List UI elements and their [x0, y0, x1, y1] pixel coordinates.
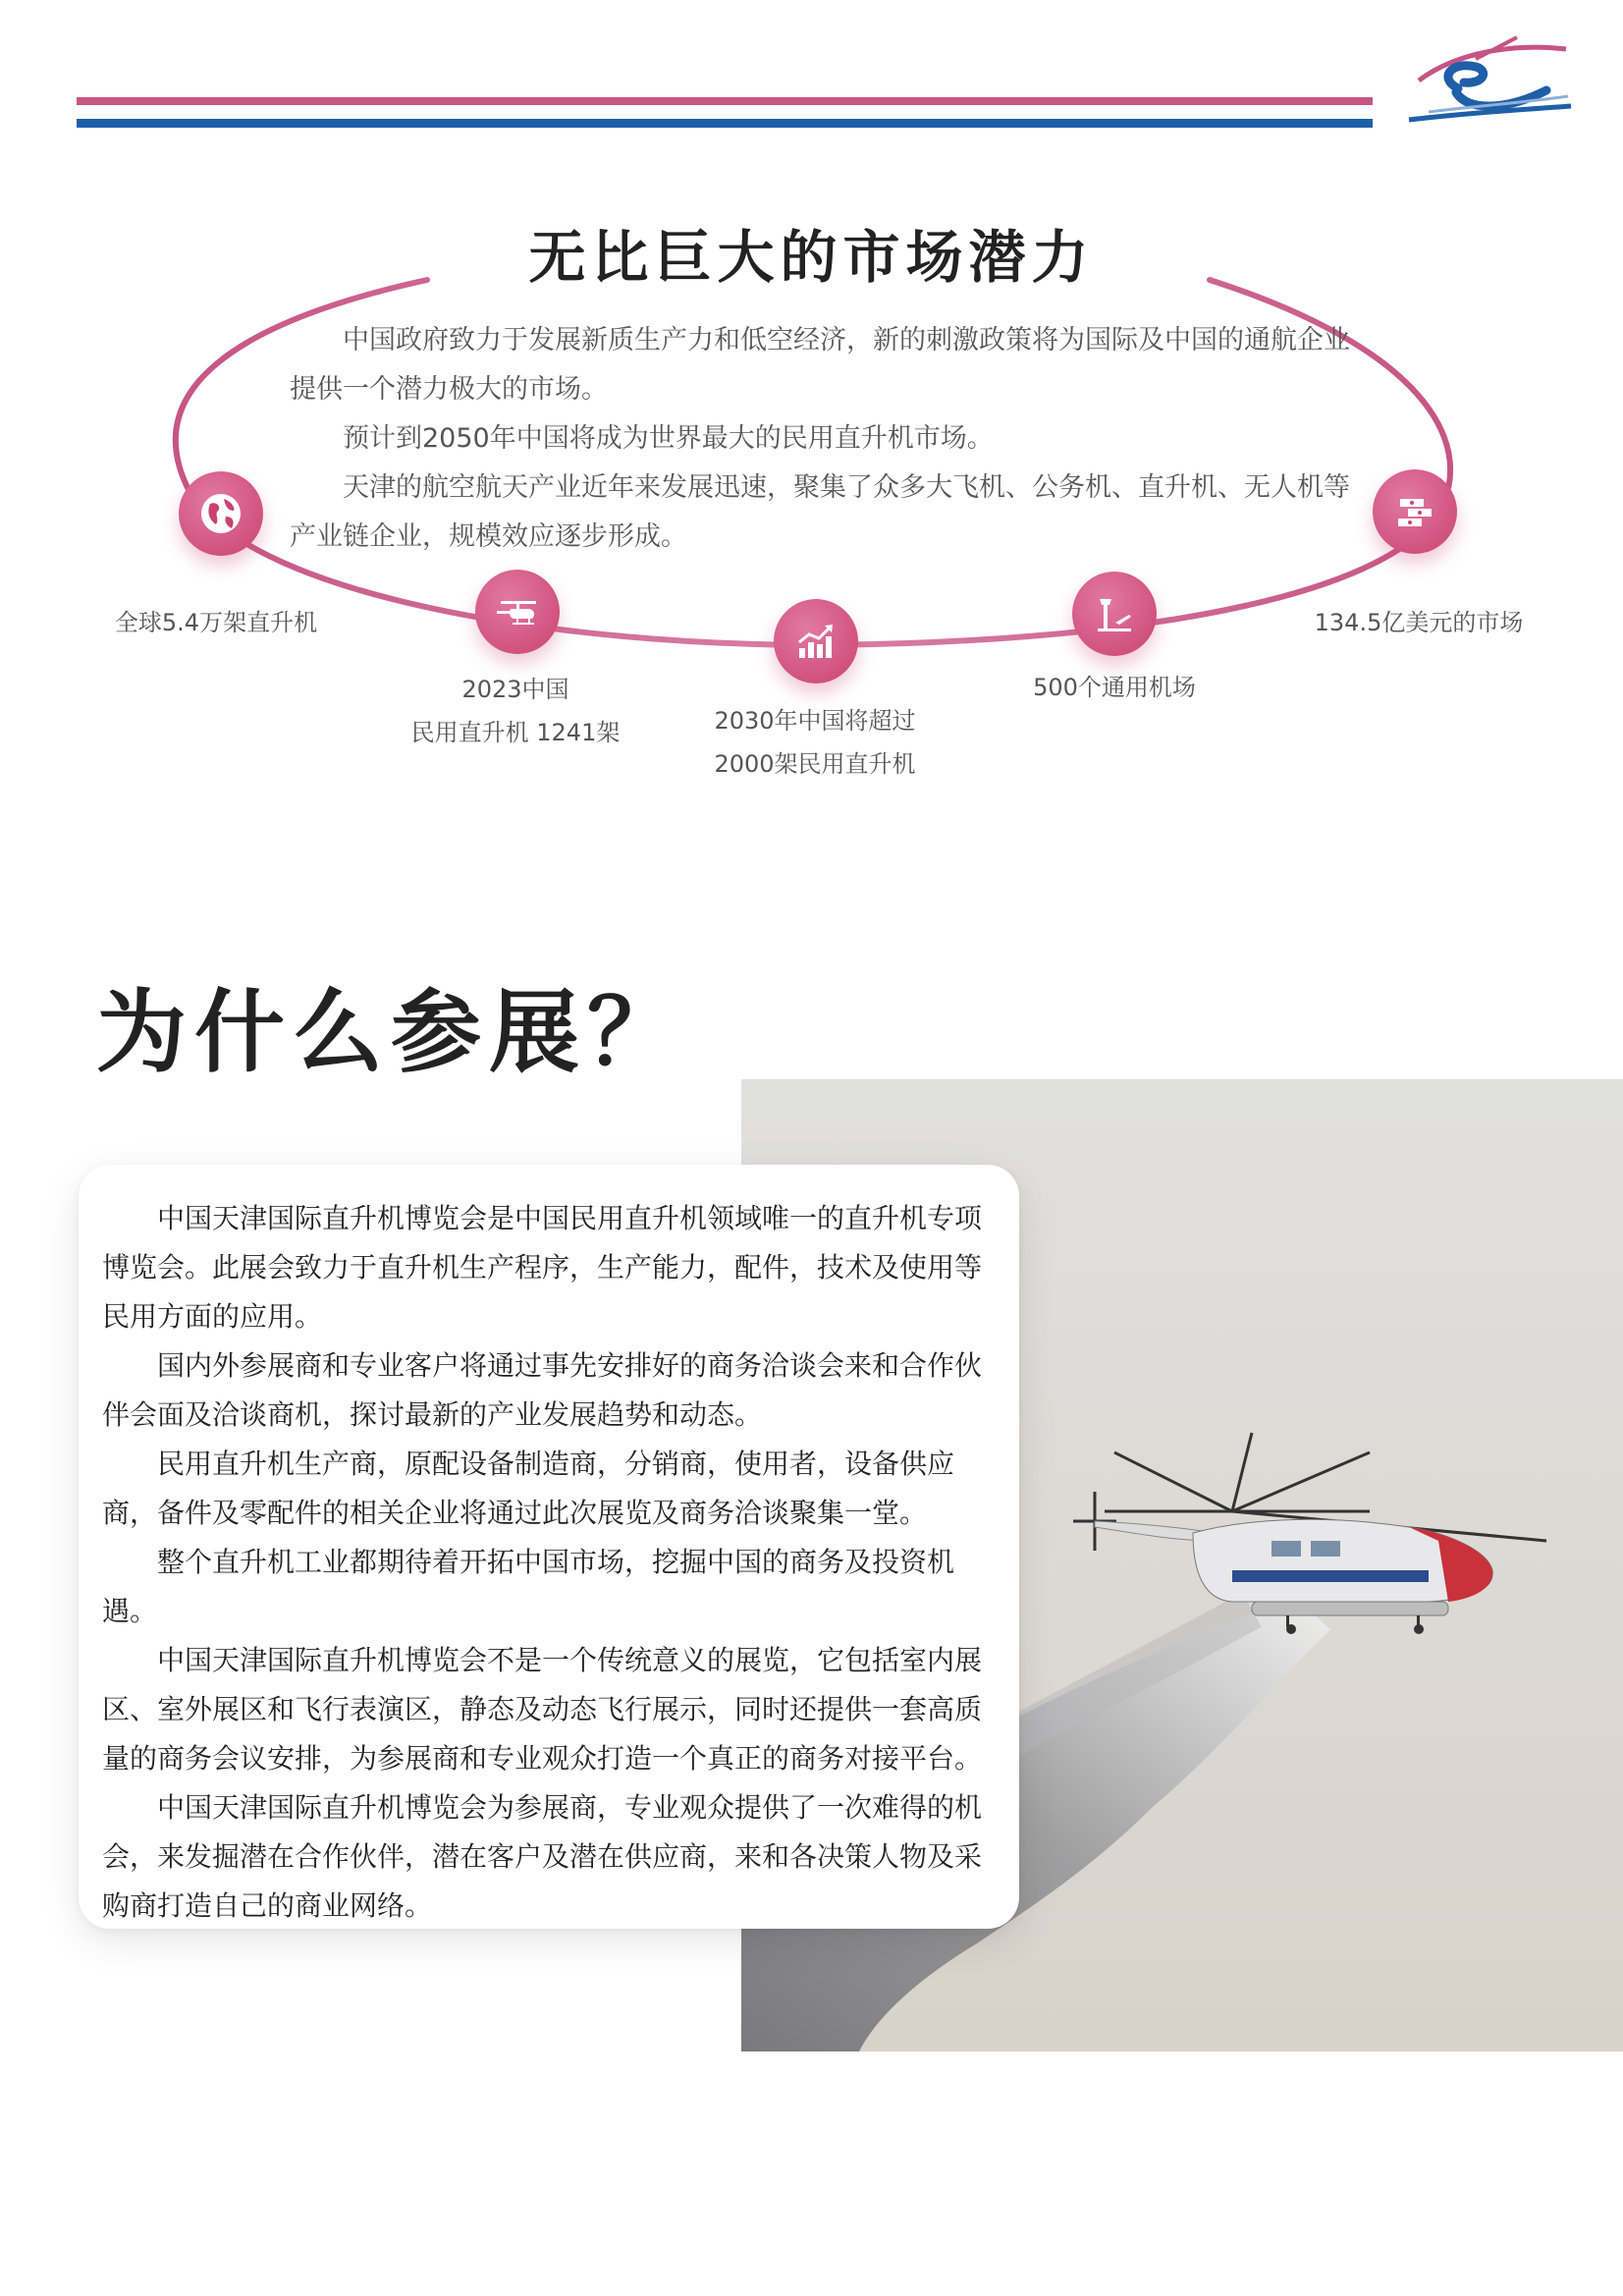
stat-line: 民用直升机 1241架 [410, 719, 621, 746]
growth-chart-icon [774, 599, 858, 683]
stat-line: 2023中国 [461, 676, 569, 703]
why-exhibit-text [102, 1194, 1005, 1931]
helicopter-icon [475, 570, 560, 654]
market-paragraph: 天津的航空航天产业近年来发展迅速，聚集了众多大飞机、公务机、直升机、无人机等产业链企业，规模效应逐步形成。 [290, 472, 1350, 552]
money-stack-icon [1373, 469, 1457, 554]
why-paragraph: 中国天津国际直升机博览会不是一个传统意义的展览，它包括室内展区、室外展区和飞行表演区，静态及动态飞行展示，同时还提供一套高质量的商务会议安排，为参展商和专业观众打造一个真正的商务对接平台。 [102, 1644, 983, 1775]
stat-line: 2030年中国将超过 [714, 707, 916, 735]
why-paragraph: 国内外参展商和专业客户将通过事先安排好的商务洽谈会来和合作伙伴会面及洽谈商机，探讨最新的产业发展趋势和动态。 [102, 1349, 983, 1431]
market-intro-text [290, 316, 1350, 562]
stat-general-airports: 500个通用机场 [1033, 674, 1196, 701]
why-paragraph: 整个直升机工业都期待着开拓中国市场，挖掘中国的商务及投资机遇。 [102, 1546, 955, 1627]
why-paragraph: 中国天津国际直升机博览会是中国民用直升机领域唯一的直升机专项博览会。此展会致力于直升机生产程序，生产能力，配件，技术及使用等民用方面的应用。 [102, 1202, 983, 1333]
why-paragraph: 民用直升机生产商，原配设备制造商，分销商，使用者，设备供应商，备件及零配件的相关企业将通过此次展览及商务洽谈聚集一堂。 [102, 1448, 955, 1529]
stat-china-2023 [353, 668, 677, 754]
stat-china-2030 [668, 699, 962, 786]
why-exhibit-title: 为什么参展？ [96, 980, 686, 1085]
market-title: 无比巨大的市场潜力 [528, 224, 1095, 291]
stat-global-helicopters: 全球5.4万架直升机 [114, 609, 318, 636]
market-paragraph: 预计到2050年中国将成为世界最大的民用直升机市场。 [343, 423, 994, 454]
stat-market-value: 134.5亿美元的市场 [1314, 609, 1524, 636]
control-tower-icon [1072, 572, 1157, 656]
stat-line: 2000架民用直升机 [714, 750, 916, 778]
market-paragraph: 中国政府致力于发展新质生产力和低空经济，新的刺激政策将为国际及中国的通航企业提供一个潜力极大的市场。 [290, 325, 1350, 405]
why-paragraph: 中国天津国际直升机博览会为参展商，专业观众提供了一次难得的机会，来发掘潜在合作伙伴，潜在客户及潜在供应商，来和各决策人物及采购商打造自己的商业网络。 [102, 1791, 983, 1922]
globe-icon [179, 471, 263, 556]
